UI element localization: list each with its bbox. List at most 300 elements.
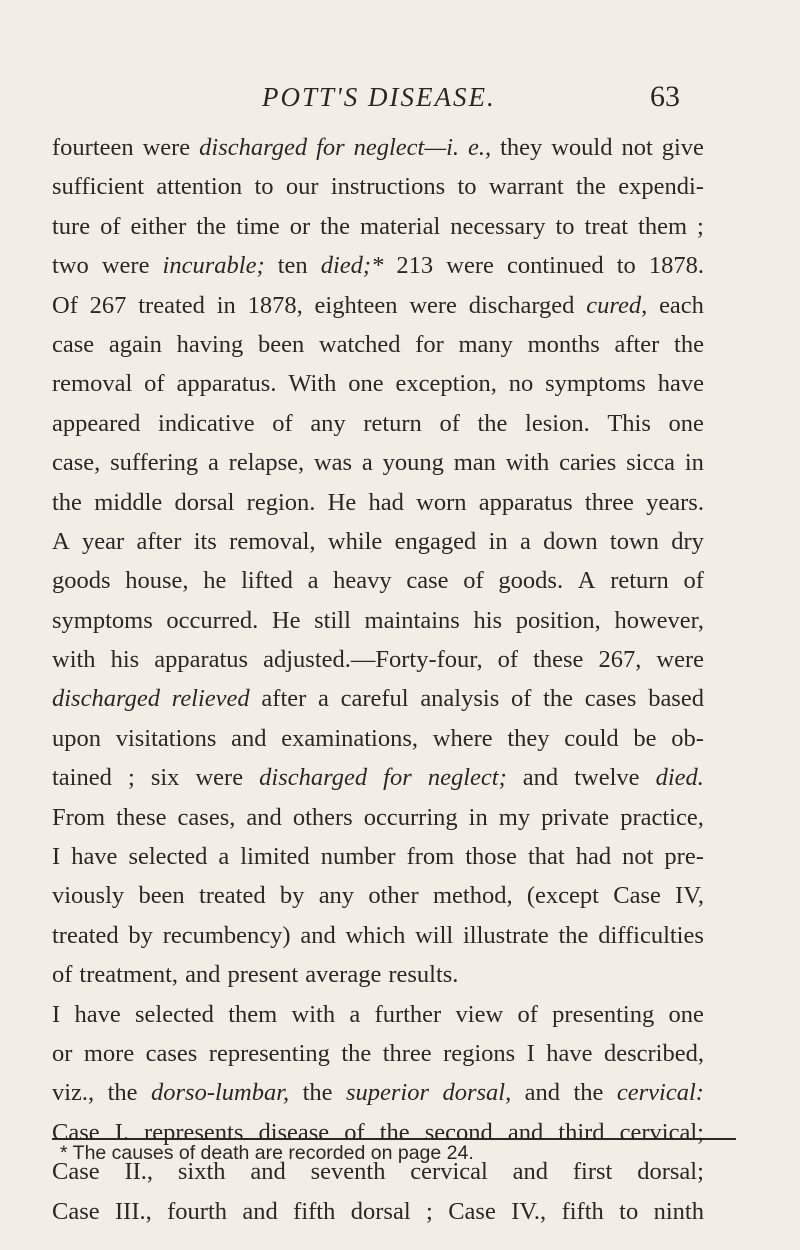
text-line bbox=[52, 167, 704, 206]
word: illustrate bbox=[463, 921, 549, 949]
word: for bbox=[383, 764, 412, 792]
word: again bbox=[108, 330, 162, 358]
word: watched bbox=[318, 330, 401, 358]
word: 1878. bbox=[648, 252, 704, 280]
word: cervical; bbox=[619, 1118, 704, 1146]
word: a bbox=[307, 567, 319, 595]
word: or bbox=[289, 212, 311, 240]
word: first bbox=[572, 1158, 613, 1186]
word: a bbox=[349, 1000, 361, 1028]
word: had bbox=[575, 843, 612, 871]
word: dorsal; bbox=[637, 1158, 704, 1186]
word: ob- bbox=[671, 724, 704, 752]
word: warrant bbox=[488, 173, 564, 201]
word: cervical bbox=[410, 1158, 488, 1186]
word: viously bbox=[52, 882, 125, 910]
word: tained bbox=[52, 764, 112, 792]
word: in bbox=[468, 803, 488, 831]
word: and bbox=[246, 803, 282, 831]
word: they bbox=[500, 134, 543, 161]
word: one bbox=[668, 1000, 704, 1028]
word: representing bbox=[208, 1039, 330, 1067]
word: had bbox=[368, 488, 404, 516]
word: private bbox=[541, 803, 610, 831]
word: that bbox=[527, 843, 565, 871]
text-line bbox=[52, 679, 704, 718]
word: IV., bbox=[511, 1197, 547, 1225]
word: of bbox=[463, 567, 484, 595]
word: This bbox=[607, 409, 651, 437]
word: ; bbox=[127, 764, 135, 792]
word: symptoms bbox=[545, 370, 646, 398]
word: were bbox=[142, 134, 191, 161]
word: neglect—i. bbox=[353, 134, 460, 161]
word: man bbox=[453, 449, 496, 477]
word: and bbox=[507, 1118, 544, 1146]
word: the bbox=[573, 1079, 604, 1107]
word: the bbox=[477, 409, 508, 437]
word: present bbox=[227, 961, 299, 989]
text-line bbox=[52, 1192, 704, 1231]
word: removal bbox=[52, 370, 133, 398]
word: ninth bbox=[653, 1197, 704, 1225]
word: them bbox=[228, 1000, 278, 1028]
word: goods bbox=[52, 567, 111, 595]
text-line bbox=[52, 995, 704, 1034]
word: young bbox=[382, 449, 444, 477]
word: and bbox=[231, 724, 267, 752]
word: represents bbox=[144, 1118, 244, 1146]
word: fourteen bbox=[52, 134, 134, 161]
word: results. bbox=[388, 961, 459, 989]
word: or bbox=[52, 1039, 73, 1067]
word: 267, bbox=[598, 646, 642, 674]
word: and bbox=[250, 1158, 286, 1186]
text-line bbox=[52, 207, 704, 246]
word: from bbox=[406, 843, 455, 871]
word: regions bbox=[443, 1039, 516, 1067]
word: three bbox=[584, 488, 634, 516]
word: and bbox=[512, 1158, 549, 1186]
word: be bbox=[633, 724, 657, 752]
word: Case bbox=[52, 1158, 100, 1186]
word: I. bbox=[114, 1118, 129, 1146]
word: either bbox=[130, 212, 187, 240]
word: middle bbox=[94, 488, 163, 516]
word: one bbox=[668, 409, 704, 437]
word: to bbox=[555, 212, 575, 240]
word: 213 bbox=[396, 252, 434, 280]
word: cases, bbox=[177, 803, 236, 831]
word: of bbox=[100, 212, 121, 240]
word: were bbox=[656, 646, 704, 674]
word: which bbox=[345, 921, 406, 949]
word: been bbox=[138, 882, 185, 910]
word: recumbency) bbox=[162, 921, 291, 949]
word: eighteen bbox=[314, 291, 398, 319]
word: ; bbox=[697, 212, 704, 240]
word: ten bbox=[277, 252, 308, 280]
text-line bbox=[52, 364, 704, 403]
word: for bbox=[316, 134, 345, 161]
word: of bbox=[517, 1000, 538, 1028]
running-title: POTT'S DISEASE. bbox=[262, 82, 496, 112]
word: the bbox=[52, 488, 82, 516]
text-line bbox=[52, 798, 704, 837]
word: ; bbox=[426, 1197, 433, 1225]
word: lesion. bbox=[525, 409, 590, 437]
footnote-rule bbox=[52, 1138, 736, 1140]
word: A bbox=[577, 567, 596, 595]
word: died;* bbox=[320, 252, 384, 280]
word: dorso-lumbar, bbox=[151, 1079, 290, 1107]
word: further bbox=[374, 1000, 442, 1028]
word: more bbox=[83, 1039, 135, 1067]
word: others bbox=[292, 803, 353, 831]
word: after bbox=[136, 527, 182, 555]
word: the bbox=[674, 330, 704, 358]
word: instructions bbox=[330, 173, 446, 201]
text-line bbox=[52, 246, 704, 285]
word: second bbox=[424, 1118, 493, 1146]
word: presenting bbox=[552, 1000, 655, 1028]
word: goods. bbox=[498, 567, 564, 595]
word: Case bbox=[52, 1118, 100, 1146]
word: of bbox=[439, 409, 460, 437]
word: having bbox=[176, 330, 244, 358]
word: them bbox=[638, 212, 688, 240]
word: a bbox=[218, 843, 230, 871]
word: by bbox=[279, 882, 305, 910]
word: of bbox=[144, 370, 165, 398]
text-line bbox=[52, 483, 704, 522]
word: apparatus bbox=[154, 646, 249, 674]
word: were bbox=[409, 291, 457, 319]
text-line bbox=[52, 286, 704, 325]
word: He bbox=[271, 606, 301, 634]
word: months bbox=[527, 330, 600, 358]
word: position, bbox=[515, 606, 601, 634]
word: described, bbox=[603, 1039, 704, 1067]
word: not bbox=[622, 843, 654, 871]
word: occurred. bbox=[166, 606, 259, 634]
word: those bbox=[465, 843, 517, 871]
word: discharged bbox=[468, 291, 575, 319]
word: a bbox=[519, 527, 531, 555]
page-number: 63 bbox=[650, 80, 680, 113]
word: the bbox=[575, 173, 606, 201]
word: cured, bbox=[586, 291, 648, 319]
word: I bbox=[52, 843, 61, 871]
word: With bbox=[288, 370, 337, 398]
word: still bbox=[314, 606, 351, 634]
word: six bbox=[150, 764, 180, 792]
word: the bbox=[107, 1079, 138, 1107]
word: to bbox=[616, 252, 636, 280]
word: by bbox=[128, 921, 153, 949]
word: cases bbox=[584, 685, 637, 713]
word: (except bbox=[526, 882, 599, 910]
word: dorsal, bbox=[442, 1079, 512, 1107]
word: of bbox=[272, 409, 293, 437]
text-line bbox=[52, 758, 704, 797]
word: the bbox=[379, 1118, 410, 1146]
word: symptoms bbox=[52, 606, 153, 634]
word: however, bbox=[614, 606, 704, 634]
word: of bbox=[510, 685, 532, 713]
word: of bbox=[344, 1118, 365, 1146]
word: any bbox=[318, 882, 355, 910]
text-line bbox=[52, 1073, 704, 1112]
word: these bbox=[533, 646, 584, 674]
word: ture bbox=[52, 212, 91, 240]
word: viz., bbox=[52, 1079, 95, 1107]
text-line bbox=[52, 325, 704, 364]
word: caries bbox=[559, 449, 617, 477]
word: a bbox=[318, 685, 329, 713]
word: occurring bbox=[363, 803, 458, 831]
page-header bbox=[0, 80, 800, 120]
word: practice, bbox=[620, 803, 704, 831]
word: suffering bbox=[110, 449, 199, 477]
word: and bbox=[185, 961, 221, 989]
word: treatment, bbox=[79, 961, 179, 989]
word: the bbox=[543, 685, 574, 713]
word: discharged bbox=[52, 685, 160, 713]
word: relieved bbox=[171, 685, 250, 713]
word: number bbox=[320, 843, 396, 871]
word: case, bbox=[52, 449, 101, 477]
word: have bbox=[74, 1000, 121, 1028]
word: sicca bbox=[626, 449, 676, 477]
word: He bbox=[327, 488, 357, 516]
word: difficulties bbox=[598, 921, 704, 949]
word: the bbox=[320, 212, 351, 240]
word: after bbox=[614, 330, 660, 358]
word: with bbox=[291, 1000, 336, 1028]
word: years. bbox=[646, 488, 704, 516]
word: were bbox=[101, 252, 150, 280]
word: and bbox=[524, 1079, 561, 1107]
word: in bbox=[216, 291, 236, 319]
word: to bbox=[619, 1197, 639, 1225]
word: treated bbox=[52, 921, 119, 949]
word: necessary bbox=[450, 212, 546, 240]
word: have bbox=[657, 370, 704, 398]
word: superior bbox=[345, 1079, 430, 1107]
text-line bbox=[52, 443, 704, 482]
word: time bbox=[236, 212, 280, 240]
word: not bbox=[621, 134, 653, 161]
word: worn bbox=[416, 488, 467, 516]
word: of bbox=[497, 646, 519, 674]
word: Case bbox=[448, 1197, 496, 1225]
word: have bbox=[546, 1039, 593, 1067]
word: incurable; bbox=[162, 252, 265, 280]
word: treat bbox=[584, 212, 629, 240]
word: with bbox=[505, 449, 550, 477]
word: have bbox=[71, 843, 118, 871]
word: region. bbox=[246, 488, 316, 516]
word: III., bbox=[115, 1197, 152, 1225]
word: maintains bbox=[364, 606, 460, 634]
word: after bbox=[261, 685, 307, 713]
word: in bbox=[684, 449, 704, 477]
word: Of bbox=[52, 291, 78, 319]
word: will bbox=[415, 921, 454, 949]
word: and bbox=[242, 1197, 278, 1225]
word: examinations, bbox=[281, 724, 419, 752]
word: case bbox=[52, 330, 95, 358]
text-line bbox=[52, 128, 704, 167]
word: adjusted.—Forty-four, bbox=[263, 646, 483, 674]
word: in bbox=[488, 527, 508, 555]
text-line bbox=[52, 719, 704, 758]
word: would bbox=[551, 134, 613, 161]
word: year bbox=[82, 527, 125, 555]
word: pre- bbox=[664, 843, 704, 871]
word: appeared bbox=[52, 409, 141, 437]
word: its bbox=[193, 527, 217, 555]
word: return bbox=[363, 409, 422, 437]
word: for bbox=[415, 330, 444, 358]
word: of bbox=[683, 567, 704, 595]
word: visitations bbox=[115, 724, 217, 752]
text-line bbox=[52, 837, 704, 876]
word: From bbox=[52, 803, 106, 831]
word: to bbox=[457, 173, 477, 201]
word: dry bbox=[671, 527, 704, 555]
word: his bbox=[473, 606, 503, 634]
word: where bbox=[432, 724, 493, 752]
word: town bbox=[609, 527, 659, 555]
word: the bbox=[196, 212, 227, 240]
word: and bbox=[522, 764, 559, 792]
word: upon bbox=[52, 724, 101, 752]
word: with bbox=[52, 646, 96, 674]
word: his bbox=[110, 646, 140, 674]
word: my bbox=[498, 803, 531, 831]
word: treated bbox=[198, 882, 266, 910]
word: limited bbox=[240, 843, 310, 871]
word: cervical: bbox=[616, 1079, 704, 1107]
word: II., bbox=[124, 1158, 154, 1186]
word: a bbox=[361, 449, 373, 477]
word: selected bbox=[128, 843, 208, 871]
word: house, bbox=[125, 567, 189, 595]
body-text bbox=[52, 128, 704, 1231]
word: these bbox=[116, 803, 167, 831]
word: I bbox=[526, 1039, 535, 1067]
word: Case bbox=[613, 882, 661, 910]
word: disease bbox=[258, 1118, 330, 1146]
word: method, bbox=[432, 882, 513, 910]
word: apparatus. bbox=[176, 370, 277, 398]
word: discharged bbox=[199, 134, 308, 161]
word: fifth bbox=[561, 1197, 604, 1225]
word: 1878, bbox=[247, 291, 303, 319]
word: was bbox=[313, 449, 353, 477]
word: lifted bbox=[241, 567, 293, 595]
word: exception, bbox=[395, 370, 497, 398]
word: heavy bbox=[333, 567, 392, 595]
word: indicative bbox=[158, 409, 255, 437]
word: no bbox=[508, 370, 534, 398]
word: and bbox=[300, 921, 336, 949]
word: treated bbox=[138, 291, 205, 319]
word: A bbox=[52, 527, 70, 555]
word: dorsal bbox=[350, 1197, 411, 1225]
word: average bbox=[305, 961, 382, 989]
text-line bbox=[52, 640, 704, 679]
word: return bbox=[610, 567, 669, 595]
text-line bbox=[52, 522, 704, 561]
word: discharged bbox=[259, 764, 368, 792]
word: analysis bbox=[420, 685, 500, 713]
word: to bbox=[254, 173, 274, 201]
word: based bbox=[648, 685, 704, 713]
word: a bbox=[207, 449, 219, 477]
word: removal, bbox=[229, 527, 316, 555]
word: been bbox=[257, 330, 305, 358]
word: were bbox=[446, 252, 494, 280]
word: three bbox=[382, 1039, 432, 1067]
word: view bbox=[455, 1000, 504, 1028]
word: neglect; bbox=[427, 764, 507, 792]
word: they bbox=[507, 724, 550, 752]
word: each bbox=[659, 291, 704, 319]
word: seventh bbox=[310, 1158, 386, 1186]
footnote: * The causes of death are recorded on page 24. bbox=[60, 1142, 474, 1164]
word: expendi- bbox=[618, 173, 704, 201]
word: fourth bbox=[167, 1197, 228, 1225]
word: continued bbox=[506, 252, 604, 280]
word: third bbox=[558, 1118, 605, 1146]
word: material bbox=[360, 212, 441, 240]
word: one bbox=[348, 370, 384, 398]
word: our bbox=[285, 173, 319, 201]
word: IV, bbox=[675, 882, 704, 910]
word: fifth bbox=[293, 1197, 336, 1225]
word: could bbox=[564, 724, 619, 752]
word: twelve bbox=[574, 764, 640, 792]
text-line bbox=[52, 916, 704, 955]
word: while bbox=[327, 527, 383, 555]
word: sufficient bbox=[52, 173, 145, 201]
word: engaged bbox=[394, 527, 477, 555]
word: died. bbox=[655, 764, 704, 792]
word: two bbox=[52, 252, 89, 280]
word: of bbox=[52, 961, 73, 989]
word: I bbox=[52, 1000, 61, 1028]
word: the bbox=[558, 921, 589, 949]
word: selected bbox=[135, 1000, 214, 1028]
text-line bbox=[52, 404, 704, 443]
word: relapse, bbox=[228, 449, 305, 477]
word: down bbox=[543, 527, 598, 555]
word: e., bbox=[468, 134, 492, 161]
word: the bbox=[341, 1039, 372, 1067]
word: Case bbox=[52, 1197, 100, 1225]
text-line bbox=[52, 1034, 704, 1073]
word: case bbox=[406, 567, 449, 595]
word: give bbox=[661, 134, 704, 161]
text-line bbox=[52, 955, 704, 994]
word: attention bbox=[156, 173, 243, 201]
word: 267 bbox=[89, 291, 127, 319]
word: apparatus bbox=[478, 488, 573, 516]
word: careful bbox=[340, 685, 409, 713]
